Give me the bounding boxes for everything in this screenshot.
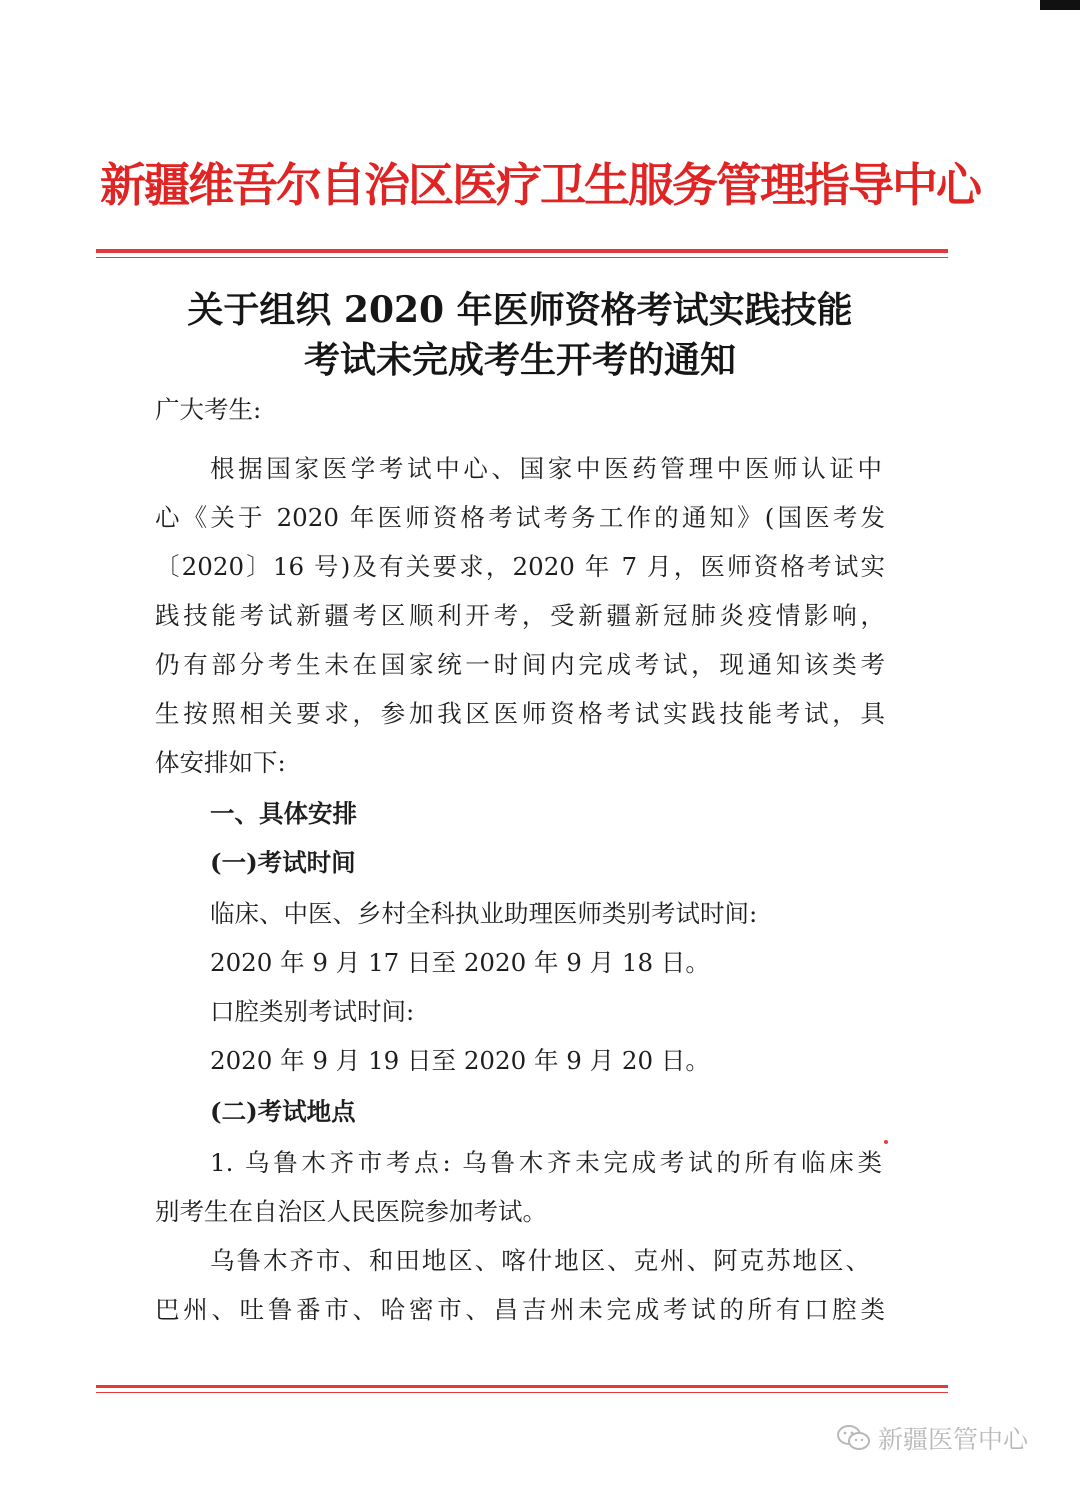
footer-red-rule <box>96 1385 948 1393</box>
intro-line: 仍有部分考生未在国家统一时间内完成考试，现通知该类考 <box>155 650 885 679</box>
watermark-text: 新疆医管中心 <box>878 1425 1029 1454</box>
scan-corner-mark <box>1040 0 1080 10</box>
exam-time-line: 临床、中医、乡村全科执业助理医师类别考试时间: <box>210 899 758 928</box>
section-heading: 一、具体安排 <box>210 799 357 828</box>
watermark <box>836 1420 1028 1456</box>
intro-line: 根据国家医学考试中心、国家中医药管理中医师认证中 <box>210 454 882 483</box>
subsection-heading: (二)考试地点 <box>210 1097 356 1126</box>
intro-line: 心《关于 2020 年医师资格考试考务工作的通知》(国医考发 <box>155 503 885 532</box>
exam-time-line: 口腔类别考试时间: <box>210 997 415 1026</box>
header-red-rule <box>96 249 948 258</box>
location-line: 乌鲁木齐市、和田地区、喀什地区、克州、阿克苏地区、 <box>210 1246 870 1275</box>
exam-time-line: 2020 年 9 月 17 日至 2020 年 9 月 18 日。 <box>210 948 710 977</box>
intro-line: 〔2020〕16 号)及有关要求，2020 年 7 月，医师资格考试实 <box>155 552 885 581</box>
salutation: 广大考生: <box>155 395 262 424</box>
organization-header: 新疆维吾尔自治区医疗卫生服务管理指导中心 <box>100 158 980 212</box>
location-line: 别考生在自治区人民医院参加考试。 <box>155 1197 547 1226</box>
wechat-icon <box>836 1424 872 1452</box>
scan-speck <box>884 1140 888 1144</box>
intro-line: 践技能考试新疆考区顺利开考，受新疆新冠肺炎疫情影响， <box>155 601 885 630</box>
intro-line: 体安排如下: <box>155 748 286 777</box>
intro-line: 生按照相关要求，参加我区医师资格考试实践技能考试，具 <box>155 699 885 728</box>
location-line: 1. 乌鲁木齐市考点: 乌鲁木齐未完成考试的所有临床类 <box>210 1148 882 1177</box>
location-line: 巴州、吐鲁番市、哈密市、昌吉州未完成考试的所有口腔类 <box>155 1295 885 1324</box>
exam-time-line: 2020 年 9 月 19 日至 2020 年 9 月 20 日。 <box>210 1046 710 1075</box>
document-title-line-1: 关于组织 2020 年医师资格考试实践技能 <box>187 289 853 331</box>
document-title-line-2: 考试未完成考生开考的通知 <box>303 339 736 381</box>
subsection-heading: (一)考试时间 <box>210 848 356 877</box>
